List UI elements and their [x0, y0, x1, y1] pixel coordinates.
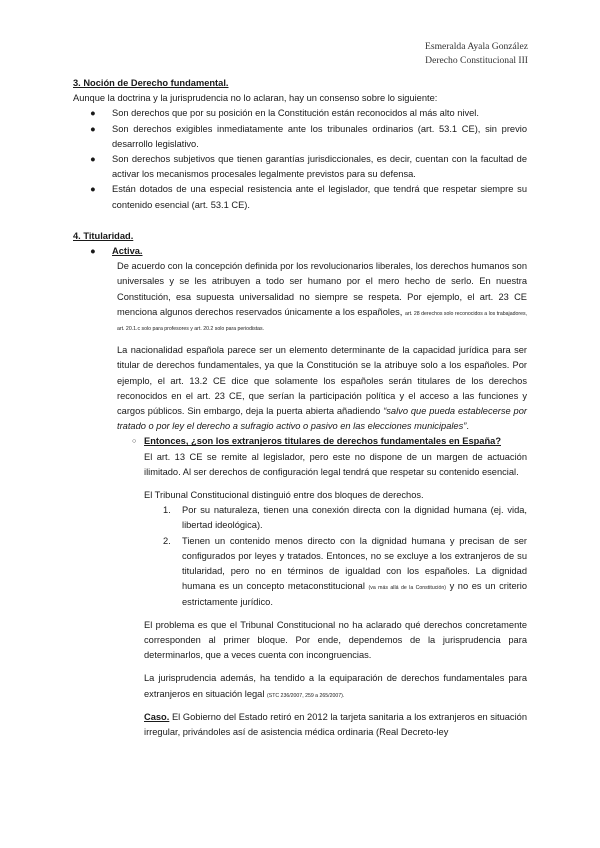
section-4-title: 4. Titularidad. [73, 230, 134, 241]
paragraph-text: La jurisprudencia además, ha tendido a la equiparación de derechos fundamentales para extranjeros en situación legal [144, 673, 527, 699]
item-number: 2. [163, 535, 171, 546]
bullet-text: Son derechos subjetivos que tienen garantías jurisdiccionales, es decir, cuentan con la facultad de activar los mecanismos procesales legalmente previstos para su defensa. [112, 154, 527, 180]
circle-bullet-icon: ○ [132, 438, 137, 446]
activa-label: Activa. [112, 246, 143, 257]
page-header [425, 40, 528, 68]
paragraph-universality [73, 259, 527, 335]
sublist-item [73, 434, 527, 449]
numbered-item [73, 534, 527, 610]
item-text: Por su naturaleza, tienen una conexión directa con la dignidad humana (ej. vida, libertad ideológica). [182, 505, 527, 531]
paragraph-tc-blocks: El Tribunal Constitucional distinguió entre dos bloques de derechos. [144, 490, 424, 501]
bullet-icon: ● [90, 154, 96, 165]
section-3-title: 3. Noción de Derecho fundamental. [73, 78, 229, 88]
item-number: 1. [163, 505, 171, 516]
item-text: Tienen un contenido menos directo con la dignidad humana y precisan de ser configurados por leyes y tratados. Entonces, no se excluye a los extranjeros de su titularidad, pero no en términos de igualdad con los españoles. La dignidad humana es un concepto metaconstitucional [182, 535, 527, 592]
paragraph-text: De acuerdo con la concepción definida por los revolucionarios liberales, los derechos humanos son universales y se les atribuyen a todo ser humano por el mero hecho de serlo. En nuestra Constitución, esa supuesta universalidad no siempre se respeta. Por ejemplo, el art. 23 CE menciona algunos derechos reservados únicamente a los españoles, [117, 261, 527, 317]
paragraph-text: El Gobierno del Estado retiró en 2012 la tarjeta sanitaria a los extranjeros en situación irregular, privándoles así de asistencia médica ordinaria (Real Decreto-ley [144, 711, 527, 737]
list-item [73, 106, 527, 121]
paragraph-problem: El problema es que el Tribunal Constitucional no ha aclarado qué derechos concretamente corresponden al primer bloque. Por ende, dependemos de la jurisprudencia para determinarlos, que a veces cuenta con incongruencias. [144, 619, 527, 661]
paragraph-art13: El art. 13 CE se remite al legislador, pero este no dispone de un margen de actuación ilimitado. Al ser derechos de configuración legal tendrá que respetar su contenido esencial. [144, 451, 527, 477]
paragraph-case [73, 710, 527, 740]
list-item [73, 122, 527, 152]
item-text-end: y no es un criterio estrictamente jurídico. [182, 581, 527, 607]
document-body [73, 76, 527, 740]
paragraph-nationality [73, 343, 527, 434]
bullet-icon: ● [90, 108, 96, 119]
bullet-text: Están dotados de una especial resistencia ante el legislador, que tendrá que respetar siempre su contenido esencial (art. 53.1 CE). [112, 184, 527, 210]
header-author: Esmeralda Ayala González [424, 41, 528, 52]
section-3-intro: Aunque la doctrina y la jurisprudencia no lo aclaran, hay un consenso sobre lo siguiente: [73, 93, 438, 104]
list-item [73, 152, 527, 182]
list-item [73, 182, 527, 212]
bullet-icon: ● [90, 184, 96, 195]
list-item-activa [73, 244, 527, 259]
numbered-item [73, 503, 527, 533]
paragraph-end: . [466, 421, 469, 432]
bullet-text: Son derechos exigibles inmediatamente ante los tribunales ordinarios (art. 53.1 CE), sin previo desarrollo legislativo. [112, 123, 527, 149]
subsection-title: Entonces, ¿son los extranjeros titulares de derechos fundamentales en España? [144, 436, 501, 447]
case-label: Caso. [144, 711, 170, 722]
bullet-text: Son derechos que por su posición en la Constitución están reconocidos al más alto nivel. [112, 108, 479, 119]
quote-text: “salvo que pueda establecerse por tratado o por ley el derecho a sufragio activo o pasivo en las elecciones municipales” [117, 406, 527, 432]
paragraph-text: La nacionalidad española parece ser un elemento determinante de la capacidad jurídica para ser titular de derechos fundamentales, ya que la Constitución se la atribuye solo a los españoles. Por ejemplo, el art. 13.2 CE dice que solamente los españoles serán titulares de los derechos reconocidos en el art. 23 CE, que serían la participación política y el acceso a las funciones y cargos públicos. Sin embargo, deja la puerta abierta añadiendo [117, 345, 527, 417]
paragraph-jurisprudence [73, 671, 527, 701]
bullet-icon: ● [90, 123, 96, 134]
footnote-inline: art. 28 derechos solo reconocidos a los trabajadores, art. 20.1.c solo para profesores y art. 20.2 solo para periodistas. [117, 310, 527, 333]
bullet-icon: ● [90, 246, 96, 257]
footnote-inline: (STC 236/2007, 259 a 265/2007). [267, 692, 345, 699]
footnote-inline: (va más allá de la Constitución) [368, 585, 446, 592]
header-course: Derecho Constitucional III [425, 55, 528, 66]
